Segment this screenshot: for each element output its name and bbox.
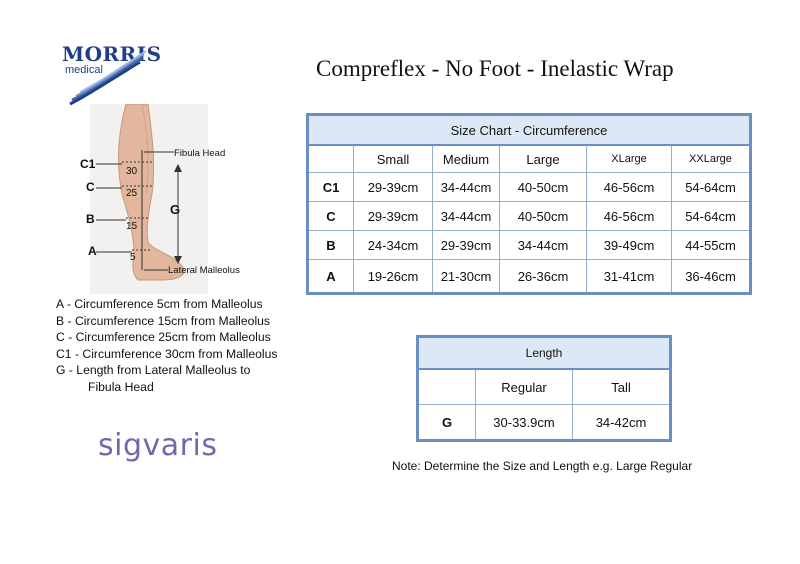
mark-15: 15 [126, 221, 138, 232]
label-c1: C1 [80, 157, 96, 171]
logo-wave-icon [60, 40, 150, 110]
legend-item-b: B - Circumference 15cm from Malleolus [56, 313, 271, 328]
row-label-b: B [308, 231, 354, 260]
col-xxlarge: XXLarge [672, 145, 751, 173]
corner-cell [418, 369, 476, 405]
table-cell: 34-44cm [433, 202, 500, 231]
measurement-legend [56, 296, 306, 396]
lateral-malleolus-label: Lateral Malleolus [168, 265, 240, 276]
table-cell: 46-56cm [587, 202, 672, 231]
table-cell: 21-30cm [433, 260, 500, 294]
table-row [308, 260, 751, 294]
table-cell: 31-41cm [587, 260, 672, 294]
legend-item-c1: C1 - Circumference 30cm from Malleolus [56, 346, 278, 361]
leg-diagram [82, 104, 262, 294]
table-cell: 24-34cm [354, 231, 433, 260]
size-note: Note: Determine the Size and Length e.g. Large Regular [392, 459, 693, 473]
legend-item-g-cont: Fibula Head [88, 379, 154, 394]
table-cell: 40-50cm [500, 173, 587, 202]
size-chart-table [306, 113, 752, 295]
table-cell: 29-39cm [433, 231, 500, 260]
row-label-g: G [418, 405, 476, 441]
table-row [308, 173, 751, 202]
table-cell: 34-44cm [500, 231, 587, 260]
table-cell: 34-42cm [573, 405, 671, 441]
col-small: Small [354, 145, 433, 173]
col-regular: Regular [476, 369, 573, 405]
table-cell: 39-49cm [587, 231, 672, 260]
table-cell: 44-55cm [672, 231, 751, 260]
fibula-head-label: Fibula Head [174, 148, 226, 159]
table-cell: 29-39cm [354, 173, 433, 202]
legend-item-c: C - Circumference 25cm from Malleolus [56, 330, 271, 345]
table-cell: 34-44cm [433, 173, 500, 202]
col-xlarge: XLarge [587, 145, 672, 173]
col-tall: Tall [573, 369, 671, 405]
table-cell: 30-33.9cm [476, 405, 573, 441]
table-cell: 26-36cm [500, 260, 587, 294]
table-cell: 36-46cm [672, 260, 751, 294]
morris-medical-logo [60, 40, 162, 110]
logo-sub-text: medical [65, 64, 103, 76]
page-title: Compreflex - No Foot - Inelastic Wrap [316, 56, 674, 81]
table-cell: 54-64cm [672, 173, 751, 202]
table-row [308, 202, 751, 231]
row-label-c: C [308, 202, 354, 231]
table-cell: 40-50cm [500, 202, 587, 231]
sigvaris-logo: sigvaris [98, 428, 218, 463]
row-label-a: A [308, 260, 354, 294]
table-cell: 46-56cm [587, 173, 672, 202]
corner-cell [308, 145, 354, 173]
length-header: Length [418, 337, 671, 370]
mark-30: 30 [126, 166, 138, 177]
label-b: B [86, 212, 95, 226]
label-g: G [170, 202, 181, 217]
mark-5: 5 [130, 252, 136, 263]
col-large: Large [500, 145, 587, 173]
row-label-c1: C1 [308, 173, 354, 202]
logo-brand-text: MORRIS [62, 42, 162, 66]
table-row [418, 405, 671, 441]
table-row [308, 231, 751, 260]
length-table [416, 335, 672, 442]
legend-item-a: A - Circumference 5cm from Malleolus [56, 297, 263, 311]
table-cell: 54-64cm [672, 202, 751, 231]
table-cell: 19-26cm [354, 260, 433, 294]
col-medium: Medium [433, 145, 500, 173]
label-c: C [86, 180, 95, 194]
table-cell: 29-39cm [354, 202, 433, 231]
label-a: A [88, 244, 97, 258]
mark-25: 25 [126, 188, 138, 199]
length-column-row [418, 369, 671, 405]
legend-item-g: G - Length from Lateral Malleolus to [56, 363, 251, 378]
size-chart-header: Size Chart - Circumference [308, 115, 751, 146]
size-column-row [308, 145, 751, 173]
